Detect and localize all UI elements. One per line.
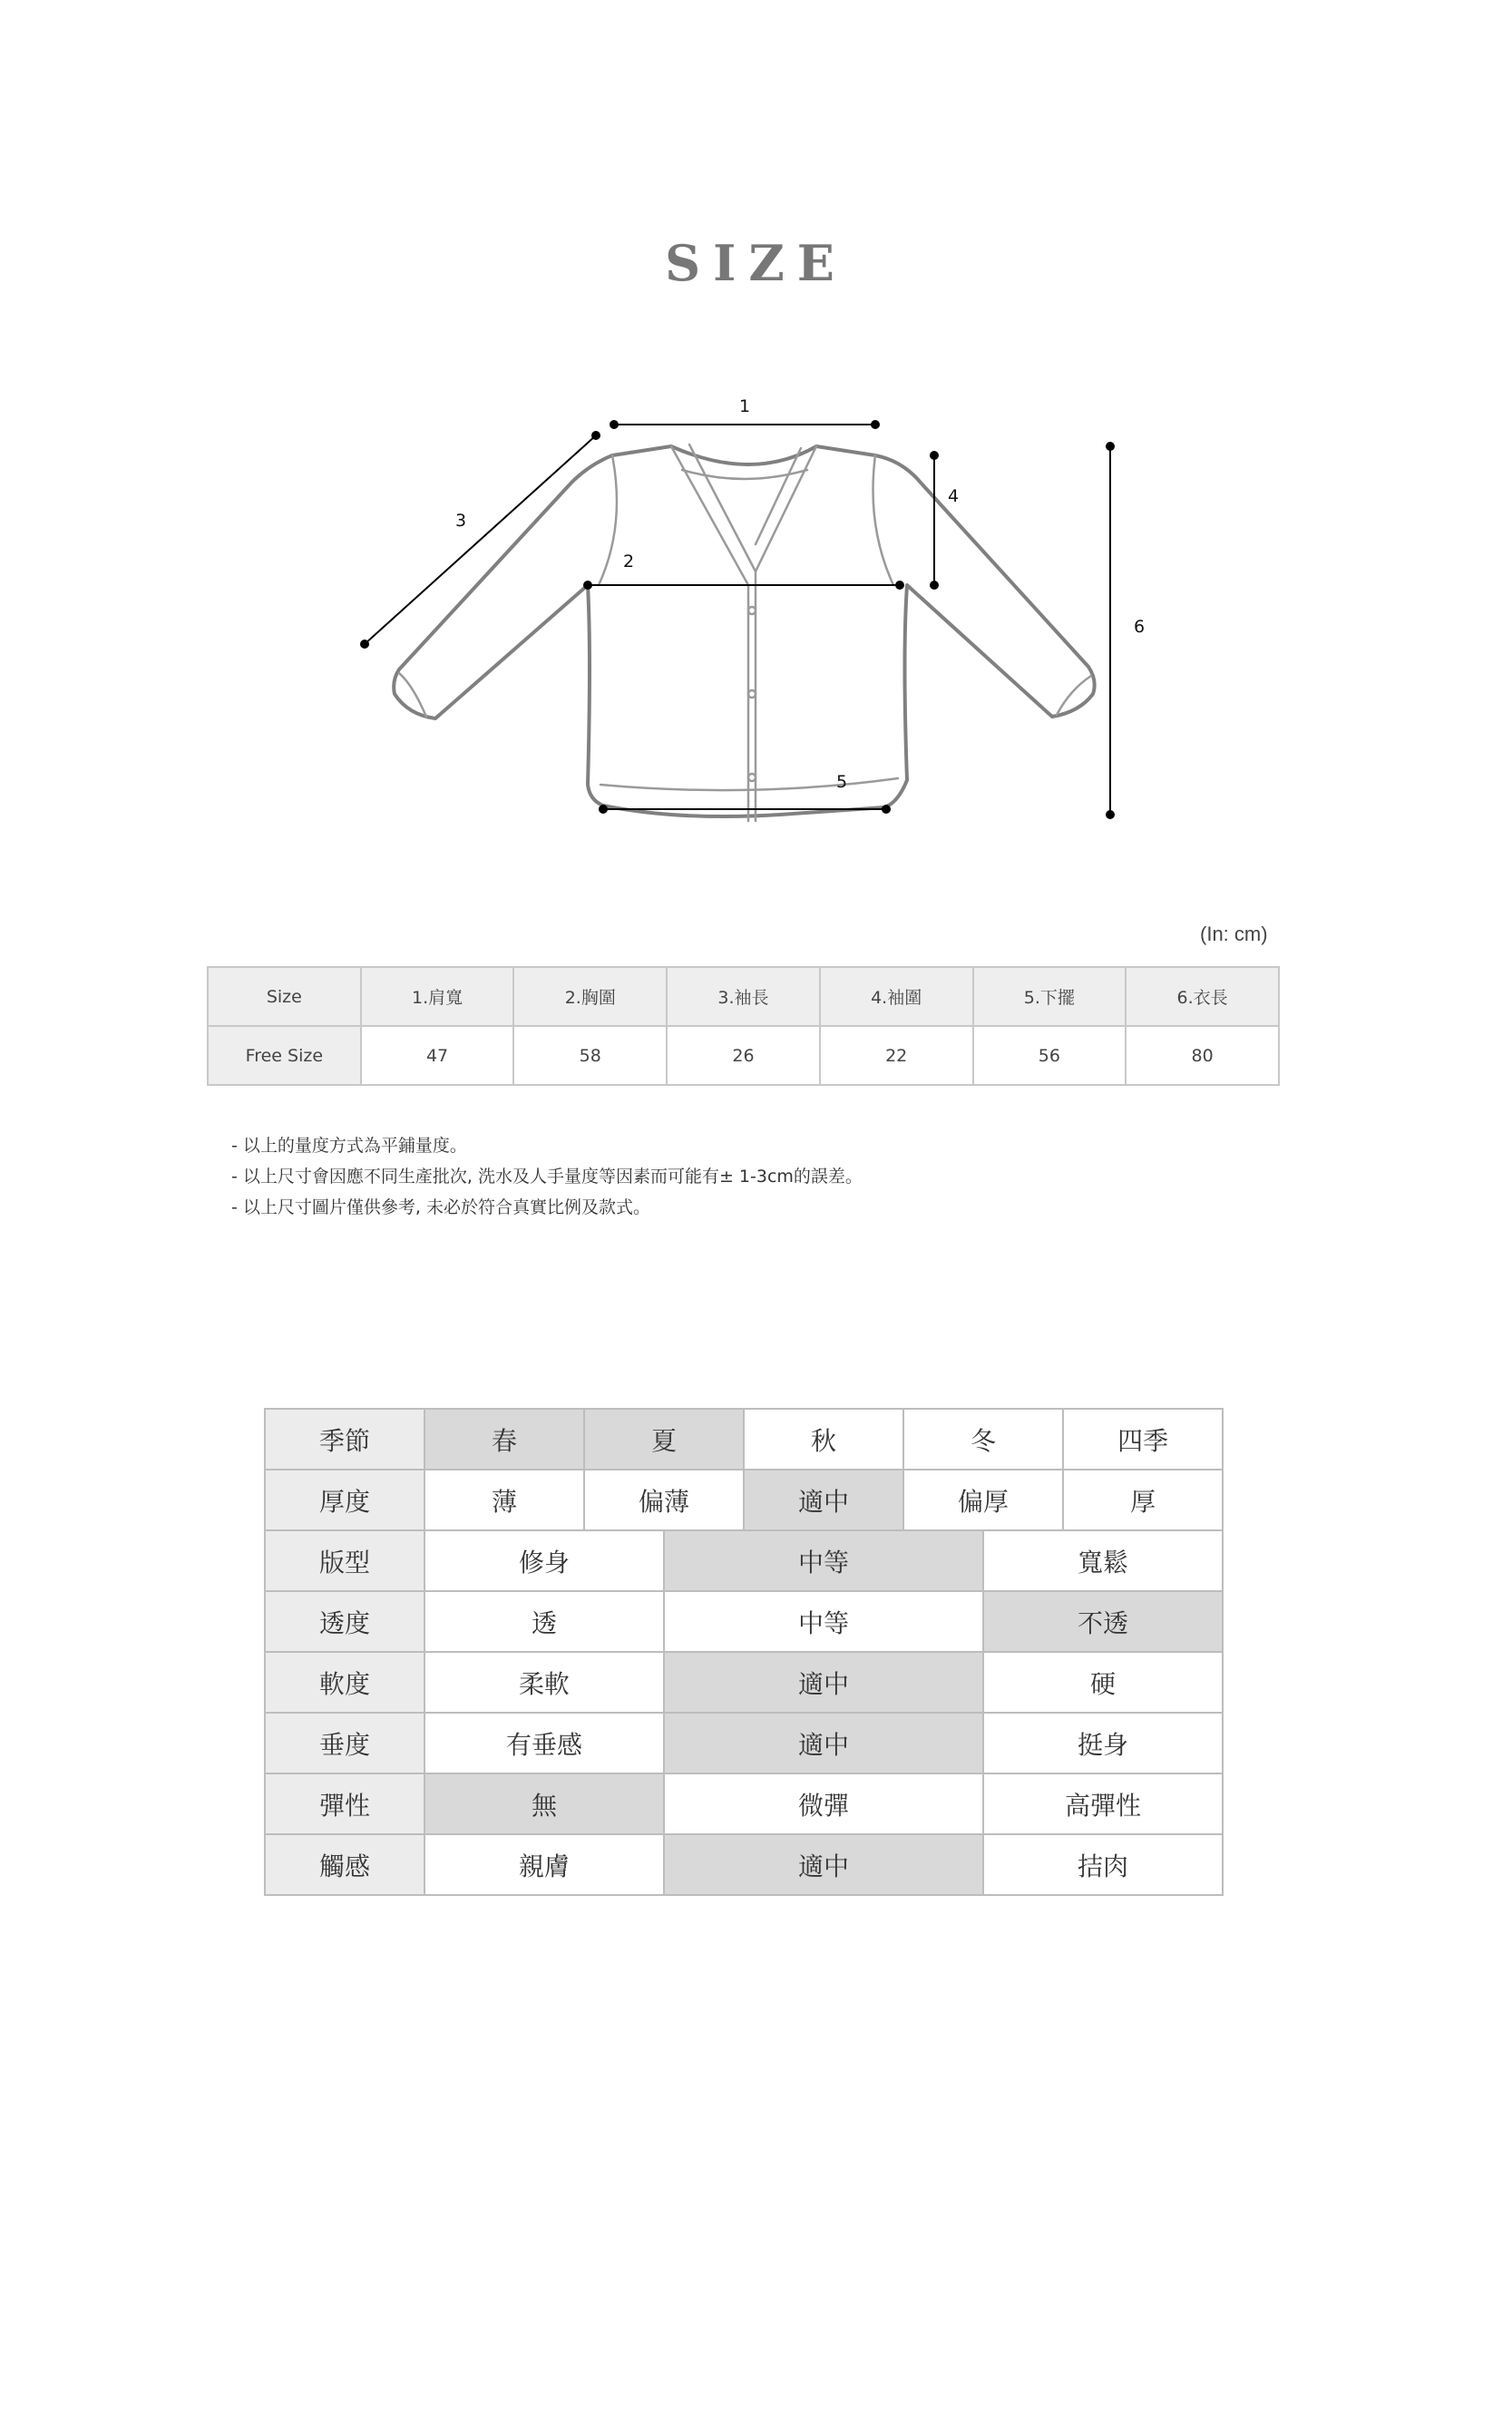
size-header-cell: 6.衣長 (1126, 967, 1279, 1026)
size-value-cell: 26 (667, 1026, 820, 1085)
attr-option: 高彈性 (983, 1773, 1223, 1834)
attr-option: 中等 (664, 1530, 983, 1591)
attr-row-drape (265, 1713, 1223, 1773)
attr-option: 春 (424, 1409, 584, 1470)
unit-label: (In: cm) (1200, 923, 1268, 945)
size-value-cell: 22 (820, 1026, 973, 1085)
attr-row-fit (265, 1530, 1223, 1591)
size-header-cell: 4.袖圍 (820, 967, 973, 1026)
attr-option: 柔軟 (424, 1652, 664, 1713)
diagram-label-1: 1 (738, 396, 751, 416)
attr-row-softness (265, 1652, 1223, 1713)
diagram-label-4: 4 (947, 486, 960, 506)
size-header-cell: 1.肩寬 (361, 967, 514, 1026)
size-value-cell: 56 (973, 1026, 1127, 1085)
note-line: - 以上的量度方式為平鋪量度。 (231, 1136, 467, 1156)
attr-option: 適中 (664, 1834, 983, 1895)
attr-label: 厚度 (265, 1470, 424, 1530)
attr-option: 有垂感 (424, 1713, 664, 1773)
measurement-notes (231, 1130, 863, 1223)
attr-row-season (265, 1409, 1223, 1470)
attr-option: 厚 (1063, 1470, 1223, 1530)
diagram-label-2: 2 (622, 552, 635, 572)
attr-option: 適中 (664, 1713, 983, 1773)
attr-option: 薄 (424, 1470, 584, 1530)
size-value-cell: 58 (513, 1026, 667, 1085)
diagram-label-5: 5 (835, 772, 848, 792)
note-line: - 以上尺寸圖片僅供參考, 未必於符合真實比例及款式。 (231, 1197, 650, 1217)
attr-label: 版型 (265, 1530, 424, 1591)
attr-option: 透 (424, 1591, 664, 1652)
size-table-header (208, 967, 1279, 1026)
size-header-cell: 5.下擺 (973, 967, 1127, 1026)
attr-option: 硬 (983, 1652, 1223, 1713)
size-table-row (208, 1026, 1279, 1085)
diagram-label-3: 3 (454, 511, 467, 531)
attr-option: 中等 (664, 1591, 983, 1652)
attr-label: 軟度 (265, 1652, 424, 1713)
garment-diagram (0, 381, 1512, 871)
size-value-cell: 47 (361, 1026, 514, 1085)
size-header-cell: Size (208, 967, 361, 1026)
attr-option: 不透 (983, 1591, 1223, 1652)
attr-row-elasticity (265, 1773, 1223, 1834)
attr-row-transparency (265, 1591, 1223, 1652)
attr-row-thickness (265, 1470, 1223, 1530)
attr-option: 冬 (903, 1409, 1063, 1470)
attr-option: 修身 (424, 1530, 664, 1591)
size-table (207, 966, 1280, 1086)
attr-option: 夏 (584, 1409, 744, 1470)
attr-label: 彈性 (265, 1773, 424, 1834)
attr-option: 偏厚 (903, 1470, 1063, 1530)
attr-label: 垂度 (265, 1713, 424, 1773)
attr-option: 拮肉 (983, 1834, 1223, 1895)
page-title: SIZE (665, 234, 847, 292)
note-line: - 以上尺寸會因應不同生產批次, 洗水及人手量度等因素而可能有± 1-3cm的誤差。 (231, 1167, 863, 1187)
attr-option: 微彈 (664, 1773, 983, 1834)
diagram-label-6: 6 (1133, 617, 1146, 637)
attr-option: 適中 (744, 1470, 903, 1530)
attr-label: 透度 (265, 1591, 424, 1652)
attr-label: 觸感 (265, 1834, 424, 1895)
cardigan-neckline (671, 444, 816, 821)
size-row-label: Free Size (208, 1026, 361, 1085)
attr-row-touch (265, 1834, 1223, 1895)
fabric-attribute-table (264, 1408, 1224, 1896)
attr-option: 適中 (664, 1652, 983, 1713)
attr-option: 寬鬆 (983, 1530, 1223, 1591)
cardigan-outline (394, 446, 1094, 816)
attr-option: 四季 (1063, 1409, 1223, 1470)
attr-option: 偏薄 (584, 1470, 744, 1530)
size-value-cell: 80 (1126, 1026, 1279, 1085)
attr-option: 親膚 (424, 1834, 664, 1895)
size-header-cell: 2.胸圍 (513, 967, 667, 1026)
attr-option: 秋 (744, 1409, 903, 1470)
attr-option: 無 (424, 1773, 664, 1834)
attr-label: 季節 (265, 1409, 424, 1470)
attr-option: 挺身 (983, 1713, 1223, 1773)
size-header-cell: 3.袖長 (667, 967, 820, 1026)
